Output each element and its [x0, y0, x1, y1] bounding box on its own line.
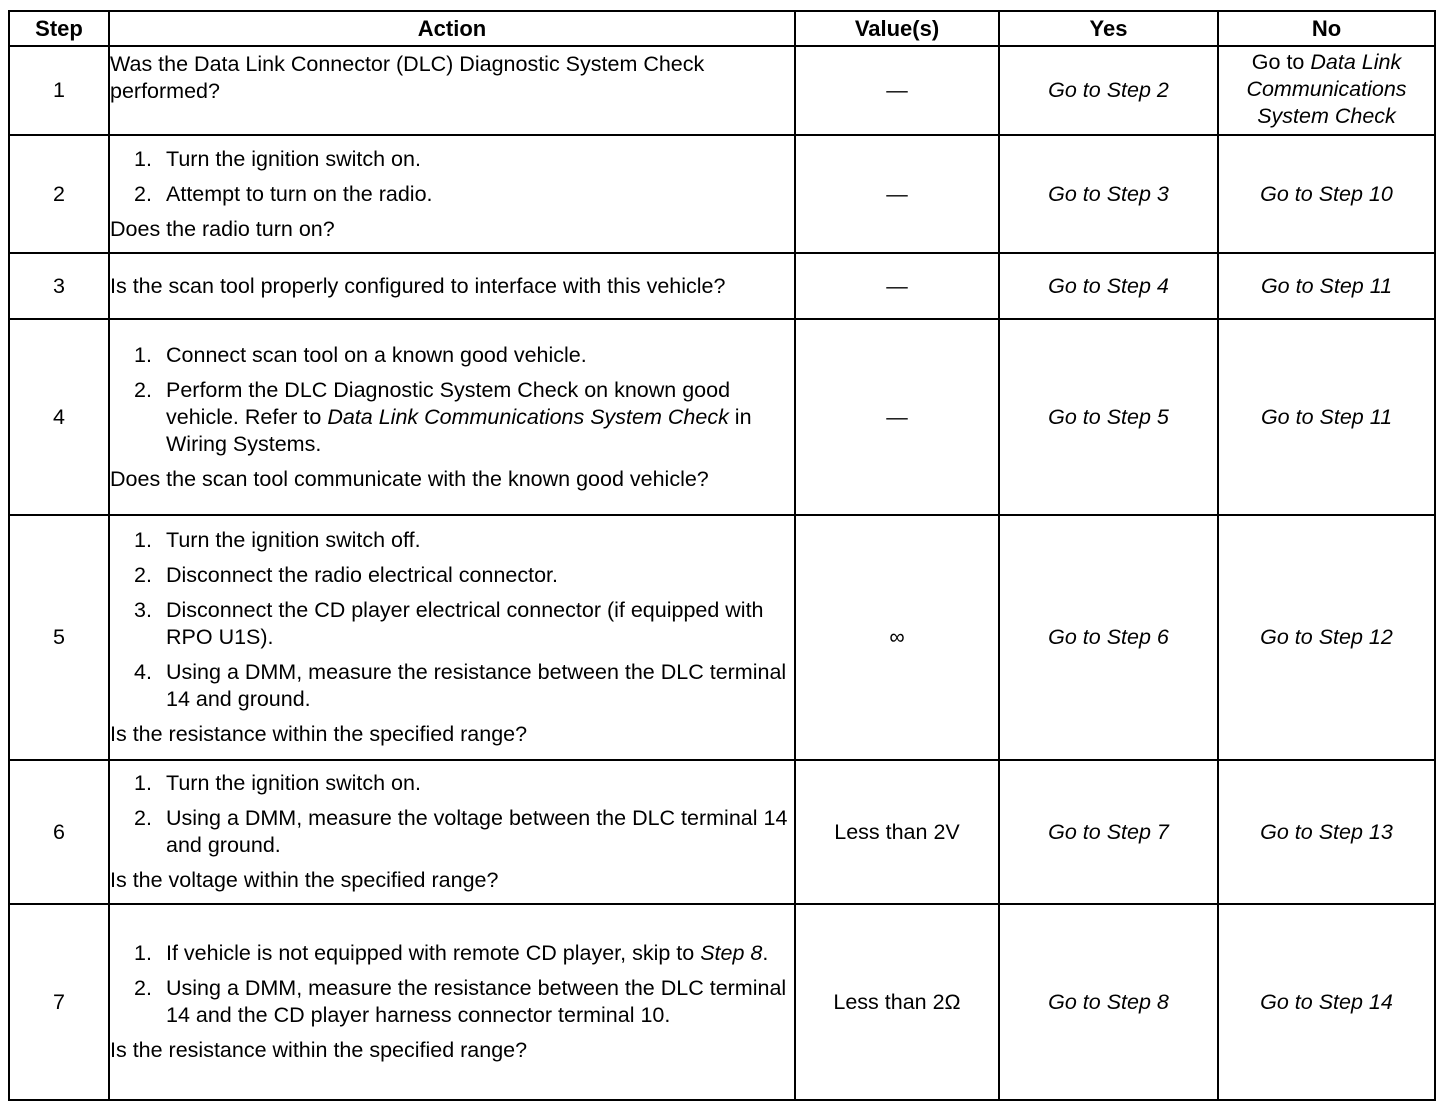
- action-list: [110, 146, 794, 208]
- action-list: [110, 527, 794, 713]
- action-question: Is the voltage within the specified range?: [110, 868, 499, 892]
- step-number: 6: [9, 760, 109, 904]
- list-item: 2. Using a DMM, measure the voltage between the DLC terminal 14 and ground.: [134, 806, 788, 857]
- table-row: [9, 135, 1435, 253]
- header-yes: Yes: [999, 11, 1218, 46]
- list-item-text: Turn the ignition switch on.: [166, 771, 421, 795]
- list-item-text: Using a DMM, measure the resistance between the DLC terminal 14 and ground.: [166, 660, 787, 711]
- action-cell: [109, 135, 795, 253]
- no-cell: Go to Step 11: [1218, 319, 1435, 515]
- list-item: 1. If vehicle is not equipped with remote CD player, skip to Step 8.: [134, 941, 769, 965]
- value-cell: —: [795, 253, 999, 319]
- table-row: [9, 319, 1435, 515]
- reference-link-text: Step 8: [700, 941, 763, 965]
- action-cell: [109, 319, 795, 515]
- list-item-text: Connect scan tool on a known good vehicle.: [166, 342, 587, 367]
- list-item: 1. Turn the ignition switch off.: [134, 528, 421, 552]
- action-list: [110, 342, 794, 458]
- table-row: [9, 515, 1435, 760]
- table-row: [9, 904, 1435, 1100]
- step-number: 4: [9, 319, 109, 515]
- reference-link-text: Data Link Communications System Check: [327, 404, 729, 429]
- no-cell: Go to Step 12: [1218, 515, 1435, 760]
- value-cell: Less than 2Ω: [795, 904, 999, 1100]
- action-question: Does the radio turn on?: [110, 216, 335, 241]
- table-row: [9, 253, 1435, 319]
- yes-cell: Go to Step 8: [999, 904, 1218, 1100]
- no-cell: Go to Step 10: [1218, 135, 1435, 253]
- action-cell: [109, 760, 795, 904]
- list-item-text: Attempt to turn on the radio.: [166, 181, 433, 206]
- action-list: [110, 940, 794, 1029]
- list-item-text: Turn the ignition switch on.: [166, 146, 421, 171]
- list-item: 1. Turn the ignition switch on.: [134, 771, 421, 795]
- value-cell: —: [795, 46, 999, 135]
- list-item: 2. Perform the DLC Diagnostic System Check on known good vehicle. Refer to Data Link Communications System Check in Wiring Systems.: [134, 377, 752, 456]
- value-cell: ∞: [795, 515, 999, 760]
- yes-cell: Go to Step 3: [999, 135, 1218, 253]
- diagnostic-table: [8, 10, 1436, 1101]
- header-value: Value(s): [795, 11, 999, 46]
- no-cell: Go to Step 11: [1218, 253, 1435, 319]
- action-cell: [109, 904, 795, 1100]
- list-item-text: If vehicle is not equipped with remote CD player, skip to: [166, 941, 701, 965]
- action-question: Does the scan tool communicate with the known good vehicle?: [110, 466, 709, 491]
- action-question: Is the resistance within the specified range?: [110, 722, 528, 746]
- table-row: [9, 46, 1435, 135]
- step-number: 3: [9, 253, 109, 319]
- list-item-text: Turn the ignition switch off.: [166, 528, 421, 552]
- value-cell: —: [795, 319, 999, 515]
- header-step: Step: [9, 11, 109, 46]
- header-no: No: [1218, 11, 1435, 46]
- list-item-text: Using a DMM, measure the resistance between the DLC terminal 14 and the CD player harness connector terminal 10.: [166, 976, 787, 1027]
- step-number: 1: [9, 46, 109, 135]
- value-cell: Less than 2V: [795, 760, 999, 904]
- action-question: Is the scan tool properly configured to interface with this vehicle?: [110, 273, 726, 298]
- step-number: 2: [9, 135, 109, 253]
- list-item-text: .: [762, 941, 769, 965]
- no-cell: [1218, 46, 1435, 135]
- list-item: 3. Disconnect the CD player electrical connector (if equipped with RPO U1S).: [134, 598, 764, 649]
- list-item: 2. Attempt to turn on the radio.: [134, 181, 433, 206]
- action-cell: [109, 253, 795, 319]
- header-row: [9, 11, 1435, 46]
- yes-cell: Go to Step 7: [999, 760, 1218, 904]
- list-item-text: in Wiring Systems.: [166, 404, 752, 456]
- no-text: Go to: [1251, 50, 1311, 74]
- action-cell: [109, 515, 795, 760]
- action-question: Is the resistance within the specified range?: [110, 1038, 528, 1062]
- yes-cell: Go to Step 2: [999, 46, 1218, 135]
- yes-cell: Go to Step 6: [999, 515, 1218, 760]
- list-item-text: Disconnect the radio electrical connector.: [166, 563, 558, 587]
- list-item-text: Perform the DLC Diagnostic System Check on known good vehicle. Refer to: [166, 377, 731, 429]
- list-item: 1. Connect scan tool on a known good vehicle.: [134, 342, 587, 367]
- no-cell: Go to Step 13: [1218, 760, 1435, 904]
- list-item: 2. Using a DMM, measure the resistance between the DLC terminal 14 and the CD player harness connector terminal 10.: [134, 976, 787, 1027]
- yes-cell: Go to Step 5: [999, 319, 1218, 515]
- list-item-text: Disconnect the CD player electrical connector (if equipped with RPO U1S).: [166, 598, 764, 649]
- value-cell: —: [795, 135, 999, 253]
- yes-cell: Go to Step 4: [999, 253, 1218, 319]
- list-item: 4. Using a DMM, measure the resistance between the DLC terminal 14 and ground.: [134, 660, 787, 711]
- no-reference: Data Link Communications System Check: [1246, 50, 1407, 128]
- header-action: Action: [109, 11, 795, 46]
- table-row: [9, 760, 1435, 904]
- action-question: Was the Data Link Connector (DLC) Diagnostic System Check performed?: [110, 52, 705, 103]
- list-item: 2. Disconnect the radio electrical connector.: [134, 563, 558, 587]
- step-number: 5: [9, 515, 109, 760]
- step-number: 7: [9, 904, 109, 1100]
- action-cell: [109, 46, 795, 135]
- list-item-text: Using a DMM, measure the voltage between the DLC terminal 14 and ground.: [166, 806, 788, 857]
- action-list: [110, 770, 794, 859]
- no-cell: Go to Step 14: [1218, 904, 1435, 1100]
- list-item: 1. Turn the ignition switch on.: [134, 146, 421, 171]
